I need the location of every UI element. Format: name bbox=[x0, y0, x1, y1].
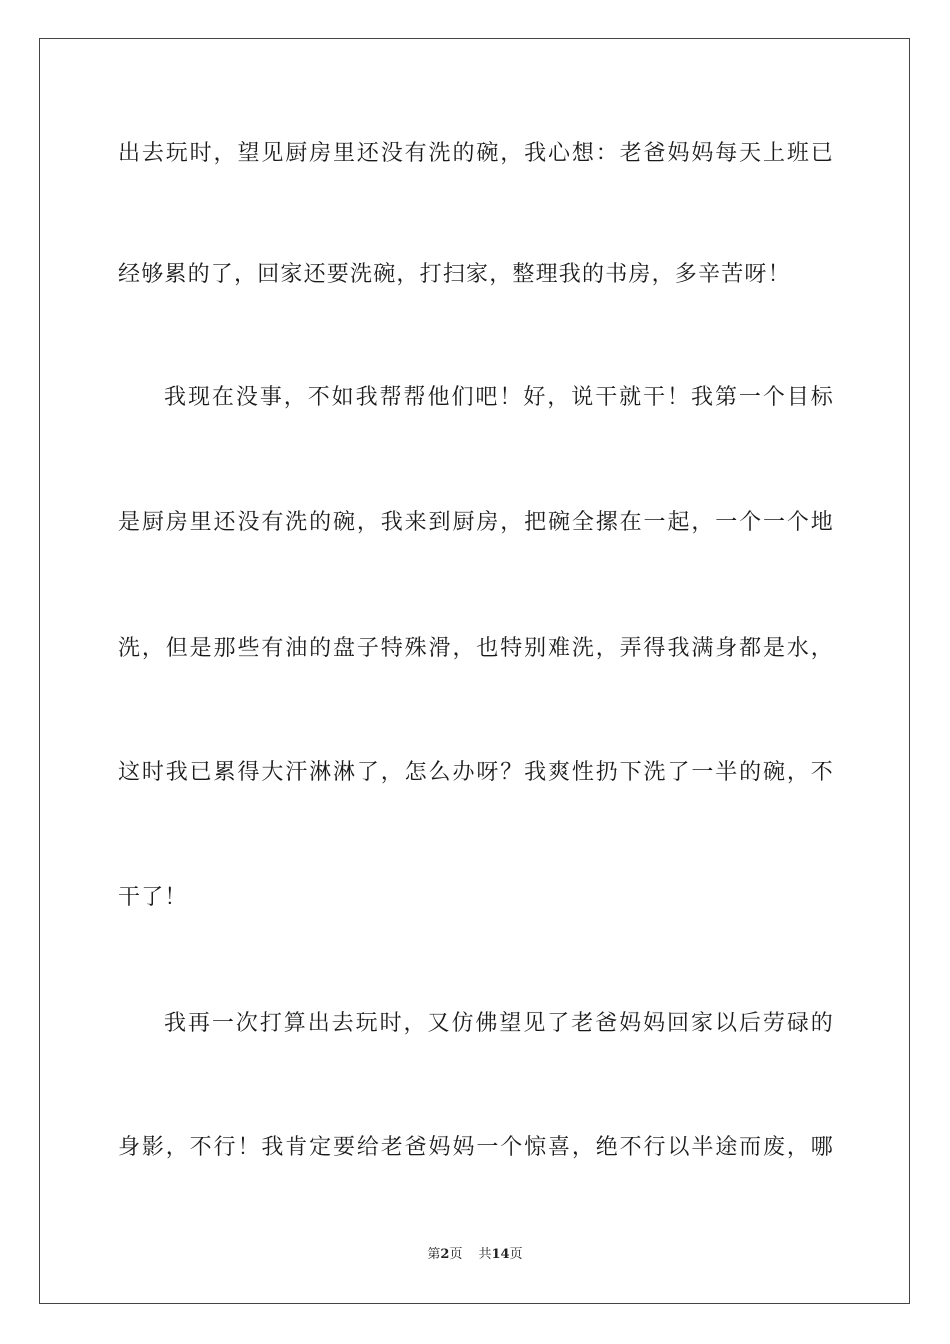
text-line-4: 是厨房里还没有洗的碗，我来到厨房，把碗全摞在一起，一个一个地 bbox=[118, 510, 834, 535]
text-line-5: 洗，但是那些有油的盘子特殊滑，也特别难洗，弄得我满身都是水， bbox=[118, 636, 834, 661]
page-number: 2 bbox=[440, 1247, 450, 1262]
text-line-6: 这时我已累得大汗淋淋了，怎么办呀？我爽性扔下洗了一半的碗，不 bbox=[118, 760, 834, 785]
text-line-7: 干了！ bbox=[118, 885, 188, 910]
page-suffix: 页 bbox=[449, 1247, 463, 1262]
text-line-9: 身影，不行！我肯定要给老爸妈妈一个惊喜，绝不行以半途而废，哪 bbox=[118, 1135, 834, 1160]
text-line-3: 我现在没事，不如我帮帮他们吧！好，说干就干！我第一个目标 bbox=[164, 385, 834, 410]
text-line-1: 出去玩时，望见厨房里还没有洗的碗，我心想：老爸妈妈每天上班已 bbox=[118, 141, 834, 166]
total-pages: 14 bbox=[491, 1247, 510, 1262]
text-line-2: 经够累的了，回家还要洗碗，打扫家，整理我的书房，多辛苦呀！ bbox=[118, 262, 791, 287]
page-footer bbox=[0, 1246, 950, 1264]
total-prefix: 共 bbox=[478, 1247, 492, 1262]
page-prefix: 第 bbox=[427, 1247, 441, 1262]
text-line-8: 我再一次打算出去玩时，又仿佛望见了老爸妈妈回家以后劳碌的 bbox=[164, 1011, 834, 1036]
page-border bbox=[39, 38, 910, 1304]
total-suffix: 页 bbox=[509, 1247, 523, 1262]
